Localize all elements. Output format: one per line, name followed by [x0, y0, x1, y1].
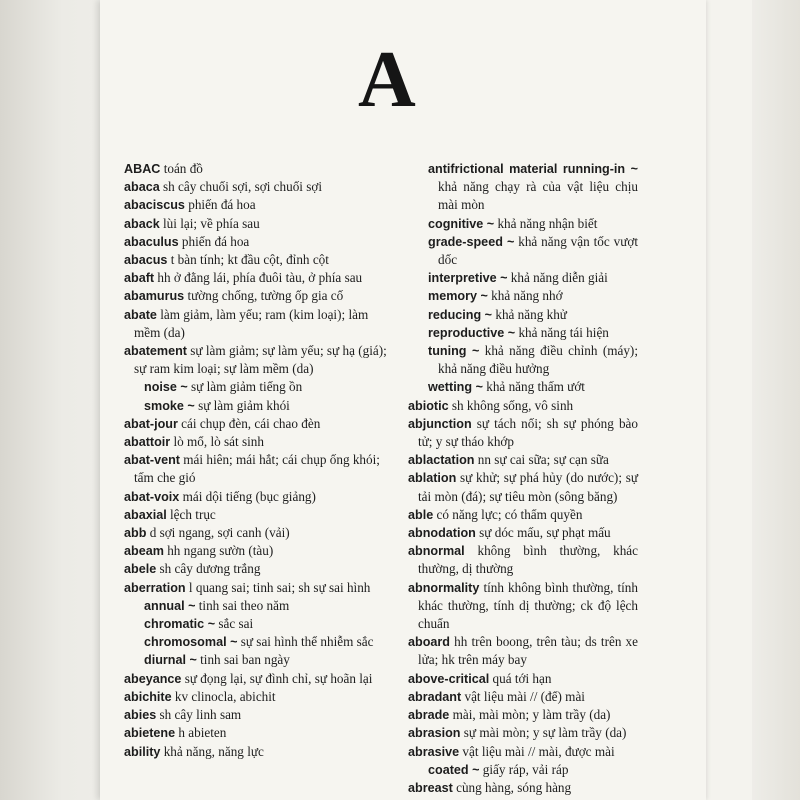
- entry-headword: abnormal: [408, 544, 465, 559]
- dictionary-entry: [124, 196, 396, 214]
- entry-definition: hh ngang sườn (tàu): [167, 543, 274, 559]
- dictionary-entry: [124, 724, 396, 742]
- section-letter-heading: A: [358, 36, 416, 124]
- entry-definition: toán đồ: [163, 161, 203, 176]
- dictionary-entry: [124, 160, 396, 178]
- entry-headword: ability: [124, 744, 161, 759]
- entry-definition: sự sai hình thể nhiễm sắc: [240, 634, 374, 650]
- entry-definition: sự khử; sự phá hủy (do nước); sự tải mòn (đá); sự tiêu mòn (sông băng): [418, 470, 638, 504]
- dictionary-entry: [408, 670, 638, 688]
- entry-definition: tính không bình thường, tính khác thường, tính dị thường; ck độ lệch chuẩn: [418, 579, 638, 632]
- entry-definition: vật liệu mài // (để) mài: [464, 688, 585, 704]
- sub-entry: [124, 615, 396, 633]
- dictionary-entry: [408, 524, 638, 542]
- entry-headword: aback: [124, 216, 160, 231]
- entry-headword: noise ~: [144, 380, 188, 395]
- dictionary-entry: [408, 469, 638, 505]
- entry-definition: phiến đá hoa: [181, 233, 250, 249]
- entry-definition: khả năng khử: [495, 306, 567, 322]
- entry-definition: l quang sai; tinh sai; sh sự sai hình: [188, 579, 371, 595]
- entry-definition: sh cây linh sam: [159, 707, 242, 723]
- entry-definition: khả năng diễn giải: [510, 270, 608, 286]
- dictionary-entry: [408, 397, 638, 415]
- entry-headword: abaxial: [124, 507, 167, 522]
- entry-definition: tinh sai ban ngày: [200, 652, 290, 668]
- left-column: [124, 160, 396, 761]
- dictionary-entry: [408, 724, 638, 742]
- entry-headword: chromosomal ~: [144, 635, 238, 650]
- entry-definition: sự tách nối; sh sự phóng bào tử; y sự tháo khớp: [418, 415, 638, 450]
- entry-definition: sự mài mòn; y sự làm trầy (da): [463, 725, 627, 741]
- entry-headword: abamurus: [124, 289, 185, 304]
- sub-entry: [408, 215, 638, 233]
- dictionary-entry: [124, 178, 396, 196]
- entry-definition: t bàn tính; kt đầu cột, đỉnh cột: [170, 252, 329, 268]
- entry-headword: smoke ~: [144, 398, 195, 413]
- entry-definition: tường chống, tường ốp gia cố: [187, 288, 344, 304]
- dictionary-entry: [408, 506, 638, 524]
- sub-entry: [408, 378, 638, 396]
- dictionary-entry: [408, 779, 638, 797]
- entry-definition: phiến đá hoa: [188, 197, 256, 213]
- entry-definition: lò mổ, lò sát sinh: [173, 434, 264, 450]
- entry-headword: able: [408, 507, 434, 522]
- dictionary-entry: [124, 233, 396, 251]
- entry-headword: abacus: [124, 253, 168, 268]
- entry-headword: abele: [124, 562, 157, 577]
- dictionary-entry: [124, 488, 396, 506]
- entry-definition: cái chụp đèn, cái chao đèn: [181, 415, 321, 431]
- entry-definition: khả năng thấm ướt: [486, 379, 585, 395]
- dictionary-entry: [124, 670, 396, 688]
- entry-headword: ABAC: [124, 162, 161, 176]
- sub-entry: [408, 160, 638, 215]
- entry-definition: sự dóc mấu, sự phạt mấu: [479, 525, 611, 541]
- sub-entry: [408, 342, 638, 378]
- dictionary-entry: [124, 287, 396, 305]
- entry-definition: khả năng điều chỉnh (máy); khả năng điều hưởng: [438, 343, 638, 377]
- entry-definition: d sợi ngang, sợi canh (vải): [149, 525, 290, 541]
- entry-headword: interpretive ~: [428, 271, 508, 286]
- sub-entry: [408, 287, 638, 305]
- dictionary-entry: [124, 524, 396, 542]
- entry-definition: nn sự cai sữa; sự cạn sữa: [477, 452, 609, 468]
- dictionary-entry: [408, 451, 638, 469]
- dictionary-entry: [408, 688, 638, 706]
- sub-entry: [124, 378, 396, 396]
- entry-definition: sắc sai: [218, 616, 254, 632]
- entry-headword: abjunction: [408, 416, 472, 431]
- entry-headword: abaculus: [124, 234, 179, 249]
- dictionary-entry: [124, 451, 396, 487]
- entry-definition: khả năng nhớ: [491, 288, 563, 304]
- entry-headword: abiotic: [408, 398, 449, 413]
- entry-headword: abeyance: [124, 671, 182, 686]
- entry-definition: có năng lực; có thẩm quyền: [436, 506, 583, 522]
- entry-definition: sự làm giảm khói: [198, 397, 290, 413]
- dictionary-entry: [408, 579, 638, 634]
- entry-headword: abreast: [408, 780, 453, 795]
- entry-headword: abaciscus: [124, 198, 185, 213]
- dictionary-entry: [124, 415, 396, 433]
- entry-definition: lệch trục: [170, 506, 216, 522]
- entry-headword: aboard: [408, 635, 450, 650]
- entry-headword: antifrictional material running-in ~: [428, 162, 638, 176]
- entry-headword: abrasive: [408, 744, 460, 759]
- entry-headword: abnodation: [408, 526, 476, 541]
- entry-headword: ablation: [408, 471, 457, 486]
- sub-entry: [408, 324, 638, 342]
- sub-entry: [408, 306, 638, 324]
- dictionary-entry: [408, 542, 638, 578]
- right-column: [408, 160, 638, 797]
- entry-headword: abatement: [124, 344, 187, 359]
- entry-headword: abies: [124, 708, 157, 723]
- entry-headword: wetting ~: [428, 380, 483, 395]
- dictionary-entry: [124, 688, 396, 706]
- dictionary-entry: [408, 415, 638, 451]
- entry-headword: memory ~: [428, 289, 488, 304]
- entry-definition: cùng hàng, sóng hàng: [456, 779, 572, 795]
- entry-headword: abb: [124, 526, 147, 541]
- entry-headword: reproductive ~: [428, 325, 516, 340]
- entry-definition: mái dội tiếng (bục giảng): [182, 488, 316, 504]
- dictionary-entry: [124, 215, 396, 233]
- entry-headword: annual ~: [144, 598, 196, 613]
- dictionary-entry: [408, 706, 638, 724]
- entry-definition: vật liệu mài // mài, được mài: [462, 743, 615, 759]
- sub-entry: [124, 397, 396, 415]
- facing-page-edge: [0, 0, 104, 800]
- entry-definition: kv clinocla, abichit: [174, 688, 276, 704]
- entry-definition: sh không sống, vô sinh: [451, 397, 574, 413]
- entry-definition: sự đọng lại, sự đình chỉ, sự hoãn lại: [184, 670, 373, 686]
- entry-headword: reducing ~: [428, 307, 493, 322]
- dictionary-entry: [124, 251, 396, 269]
- entry-definition: mái hiên; mái hắt; cái chụp ống khói; tấm che gió: [134, 452, 380, 486]
- dictionary-entry: [124, 706, 396, 724]
- entry-headword: aberration: [124, 580, 186, 595]
- entry-definition: giấy ráp, vải ráp: [482, 761, 569, 777]
- entry-headword: abate: [124, 307, 157, 322]
- dictionary-entry: [408, 633, 638, 669]
- entry-headword: abat-voix: [124, 489, 180, 504]
- entry-definition: khả năng tái hiện: [518, 324, 609, 340]
- entry-definition: tinh sai theo năm: [198, 597, 290, 613]
- sub-entry: [408, 761, 638, 779]
- entry-headword: above-critical: [408, 671, 490, 686]
- entry-headword: diurnal ~: [144, 653, 197, 668]
- entry-definition: khả năng nhận biết: [497, 215, 598, 231]
- entry-headword: abradant: [408, 689, 462, 704]
- dictionary-entry: [124, 560, 396, 578]
- entry-definition: quá tới hạn: [492, 670, 552, 686]
- entry-definition: khả năng vận tốc vượt dốc: [438, 233, 638, 268]
- dictionary-entry: [124, 342, 396, 378]
- entry-definition: không bình thường, khác thường, dị thường: [418, 543, 639, 577]
- dictionary-entry: [124, 542, 396, 560]
- page-right-edge: [752, 0, 800, 800]
- entry-definition: hh ở đằng lái, phía đuôi tàu, ở phía sau: [157, 270, 363, 286]
- entry-headword: abat-jour: [124, 416, 178, 431]
- entry-headword: abrasion: [408, 726, 461, 741]
- entry-definition: sự làm giảm; sự làm yếu; sự hạ (giá); sự ram kim loại; sự làm mềm (da): [134, 343, 387, 377]
- entry-headword: ablactation: [408, 453, 475, 468]
- dictionary-entry: [408, 743, 638, 761]
- entry-headword: abat-vent: [124, 453, 180, 468]
- entry-definition: lùi lại; về phía sau: [163, 215, 260, 231]
- entry-headword: abichite: [124, 689, 172, 704]
- dictionary-entry: [124, 506, 396, 524]
- entry-definition: sh cây dương trắng: [159, 561, 261, 577]
- sub-entry: [408, 269, 638, 287]
- dictionary-entry: [124, 269, 396, 287]
- entry-headword: abaca: [124, 180, 160, 195]
- dictionary-entry: [124, 306, 396, 342]
- dictionary-entry: [124, 433, 396, 451]
- sub-entry: [124, 597, 396, 615]
- sub-entry: [124, 651, 396, 669]
- entry-headword: abnormality: [408, 580, 480, 595]
- dictionary-entry: [124, 743, 396, 761]
- entry-definition: mài, mài mòn; y làm trầy (da): [452, 707, 611, 723]
- entry-headword: cognitive ~: [428, 216, 495, 231]
- entry-headword: abattoir: [124, 435, 171, 450]
- entry-headword: abietene: [124, 726, 176, 741]
- dictionary-entry: [124, 579, 396, 597]
- entry-definition: sự làm giảm tiếng ồn: [191, 379, 303, 395]
- sub-entry: [408, 233, 638, 269]
- entry-headword: grade-speed ~: [428, 234, 515, 249]
- entry-definition: sh cây chuối sợi, sợi chuối sợi: [163, 179, 323, 195]
- entry-definition: khả năng, năng lực: [163, 743, 264, 759]
- entry-headword: tuning ~: [428, 344, 480, 359]
- sub-entry: [124, 633, 396, 651]
- entry-definition: khả năng chạy rà của vật liệu chịu mài mòn: [438, 179, 638, 213]
- entry-definition: hh trên boong, trên tàu; ds trên xe lửa; hk trên máy bay: [418, 634, 638, 668]
- entry-headword: abaft: [124, 271, 155, 286]
- entry-definition: h abieten: [178, 725, 227, 741]
- entry-headword: coated ~: [428, 762, 480, 777]
- entry-headword: abeam: [124, 544, 164, 559]
- entry-headword: abrade: [408, 708, 450, 723]
- entry-headword: chromatic ~: [144, 617, 216, 632]
- entry-definition: làm giảm, làm yếu; ram (kim loại); làm mềm (da): [134, 306, 369, 340]
